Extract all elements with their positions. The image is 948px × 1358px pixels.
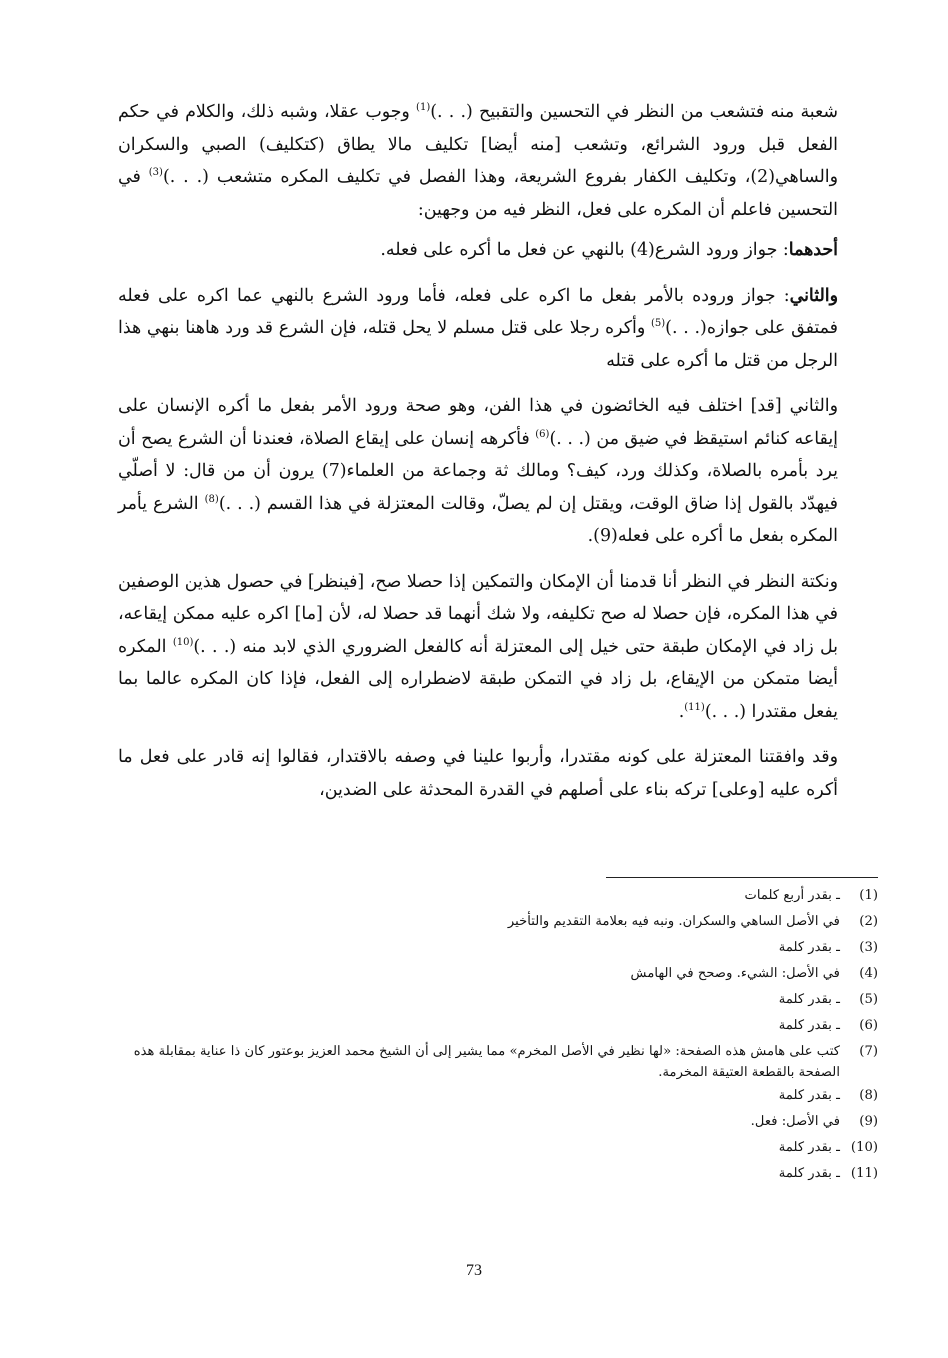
footnote-reference: (3) (148, 167, 163, 179)
footnote-number: (6) (859, 1018, 878, 1033)
lead-word: والثاني (789, 285, 838, 306)
paragraph: شعبة منه فتشعب من النظر في التحسين والتقبيح (. . .)$^{(1)}$ وجوب عقلا، وشبه ذلك، والكلام في حكم الفعل قبل ورود الشرائع، وتشعب [منه أيضا] تكليف مالا يطاق (كتكليف) الصبي والسكران والساهي(2)، وتكليف الكفار بفروع الشريعة، وهذا الفصل في تكليف المكره متشعب (. . .)$^{(3)}$ في التحسين فاعلم أن المكره على فعل، النظر فيه من وجهين: (118, 102, 838, 220)
footnote (120, 961, 878, 987)
footnote-reference: (5) (650, 318, 666, 330)
footnote-text: في الأصل: الشيء. وصحح في الهامش (630, 966, 840, 981)
footnote-number: (1) (859, 888, 878, 903)
footnote-text: في الأصل الساهي والسكران. ونبه فيه بعلامة التقديم والتأخير (507, 914, 840, 929)
footnote-number: (11) (850, 1166, 878, 1181)
footnote-number: (10) (850, 1140, 878, 1155)
footnote-number: (8) (859, 1088, 878, 1103)
main-text (118, 96, 838, 806)
footnote-text: ـ بقدر كلمة (778, 1088, 840, 1103)
footnote-number: (2) (859, 914, 878, 929)
paragraph: والثاني: جواز وروده بالأمر بفعل ما اكره على فعله، فأما ورود الشرع بالنهي عما اكره على فعله فمتفق على جوازه(. . .)$^{(5)}$ وأكره رجلا على قتل مسلم لا يحل قتله، فإن الشرع قد ورد هاهنا بنهي هذا الرجل من قتل ما أكره على قتله (118, 285, 838, 371)
footnote-text: ـ بقدر كلمة (778, 1166, 840, 1181)
footnote (120, 1161, 878, 1187)
footnote-reference: (1) (416, 102, 431, 114)
page-number: 73 (466, 1262, 482, 1279)
footnote-reference: (8) (204, 493, 219, 505)
footnote (120, 1013, 878, 1039)
footnote-number: (4) (859, 966, 878, 981)
footnote-reference: (6) (535, 428, 550, 440)
footnote-number: (5) (859, 992, 878, 1007)
footnote-number: (9) (859, 1114, 878, 1129)
paragraph: ونكتة النظر في النظر أنا قدمنا أن الإمكان والتمكين إذا حصلا صح، [فينظر] في حصول هذين الوصفين في هذا المكره، فإن حصلا له صح تكليفه، ولا شك أنهما قد حصلا له، لأن [ما] اكره عليه ممكن إيقاعه، بل زاد في الإمكان طبقة حتى خيل إلى المعتزلة أنه كالفعل الضروري الذي لابد منه (. . .)$^{(10)}$ المكره أيضا متمكن من الإيقاع، بل زاد في التمكن طبقة لاضطراره إلى الفعل، فإذا كان المكره عالما بما يفعل مقتدرا (. . .)$^{(11)}$. (118, 571, 838, 722)
paragraph: والثاني [قد] اختلف فيه الخائضون في هذا الفن، وهو صحة ورود الأمر بفعل ما أكره الإنسان على إيقاعه كنائم استيقظ في ضيق من (. . .)$^{(6)}$ فأكرهه إنسان على إيقاع الصلاة، فعندنا أن الشرع يصح أن يرد بأمره بالصلاة، وكذلك ورد، كيف؟ ومالك ثة وجماعة من العلماء(7) يرون أن من قال: لا أصلّي فيهدّد بالقول إذا ضاق الوقت، ويقتل إن لم يصلّ، وقالت المعتزلة في هذا القسم (. . .)$^{(8)}$ الشرع يأمر المكره بفعل ما أكره على فعله(9). (118, 396, 838, 546)
footnote (120, 883, 878, 909)
footnote (120, 935, 878, 961)
footnote-text: ـ بقدر كلمة (778, 940, 840, 955)
footnote-reference: (11) (684, 701, 705, 713)
footnote-text: كتب على هامش هذه الصفحة: «لها نظير في الأصل المخرم» مما يشير إلى أن الشيخ محمد العزيز بوعتور كان ذا عناية بمقابلة هذه الصفحة بالقطعة العتيقة المخرمة. (133, 1044, 840, 1080)
footnote-text: ـ بقدر كلمة (778, 1018, 840, 1033)
footnote (120, 987, 878, 1013)
footnote-reference: (10) (172, 636, 194, 648)
footnote-text: ـ بقدر كلمة (778, 992, 840, 1007)
footnote (120, 1135, 878, 1161)
footnote (120, 1083, 878, 1109)
footnote (120, 909, 878, 935)
footnote (120, 1109, 878, 1135)
footnotes (120, 883, 878, 1187)
lead-word: أحدهما (788, 240, 838, 260)
footnote-text: ـ بقدر أربع كلمات (744, 888, 840, 903)
paragraph: أحدهما: جواز ورود الشرع(4) بالنهي عن فعل ما أكره على فعله. (380, 240, 838, 260)
footnote-text: في الأصل: فعل. (750, 1114, 840, 1129)
footnote-number: (7) (859, 1044, 878, 1059)
footnote-number: (3) (859, 940, 878, 955)
footnote (120, 1039, 878, 1083)
footnote-separator (606, 877, 878, 878)
paragraph: وقد وافقتنا المعتزلة على كونه مقتدرا، وأربوا علينا في وصفه بالاقتدار، فقالوا إنه قادر على فعل ما أكره عليه [وعلى] تركه بناء على أصلهم في القدرة المحدثة على الضدين، (118, 747, 838, 800)
footnote-text: ـ بقدر كلمة (778, 1140, 840, 1155)
